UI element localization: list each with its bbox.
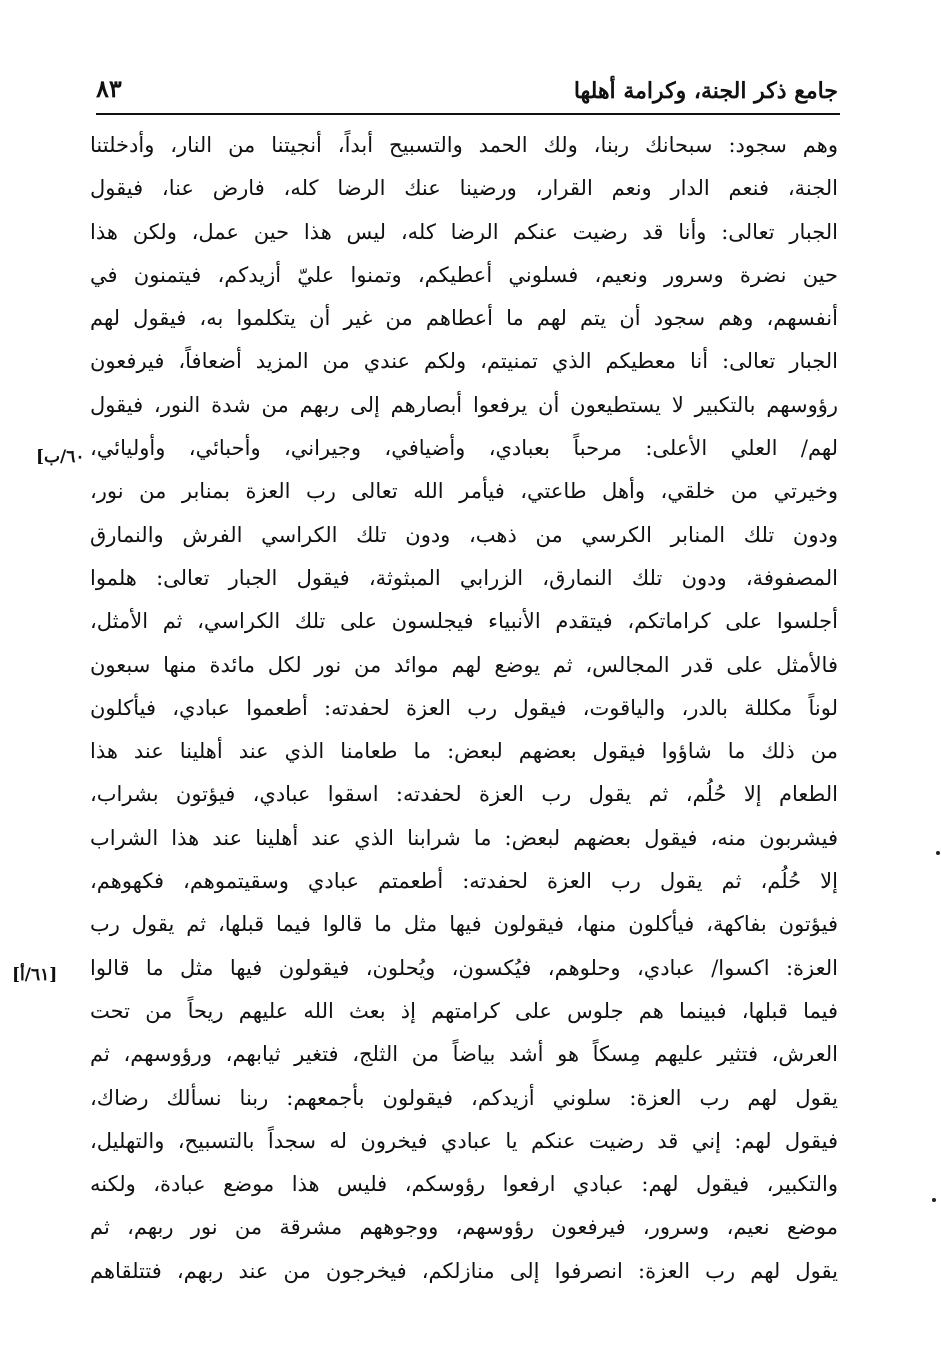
text-line: وخيرتي من خلقي، وأهل طاعتي، فيأمر الله تعالى رب العزة بمنابر من نور، <box>90 479 838 504</box>
text-line: والتكبير، فيقول لهم: عبادي ارفعوا رؤوسكم، فليس هذا موضع عبادة، ولكنه <box>90 1172 838 1197</box>
text-line: فيقول لهم: إني قد رضيت عنكم يا عبادي فيخرون له سجداً بالتسبيح، والتهليل، <box>90 1128 838 1153</box>
text-line: أنفسهم، وهم سجود أن يتم لهم ما أعطاهم من غير أن يتكلموا به، فيقول لهم <box>90 306 838 331</box>
margin-folio-note: [٦٠/ب <box>36 447 85 467</box>
text-line: يقول لهم رب العزة: انصرفوا إلى منازلكم، فيخرجون من عند ربهم، فتتلقاهم <box>90 1258 838 1283</box>
text-line: لوناً مكللة بالدر، والياقوت، فيقول رب العزة لحفدته: أطعموا عبادي، فيأكلون <box>90 695 838 720</box>
margin-mark <box>932 1198 936 1202</box>
text-line: المصفوفة، ودون تلك النمارق، الزرابي المبثوثة، فيقول الجبار تعالى: هلموا <box>90 565 838 590</box>
margin-folio-note: [٦١/أ] <box>12 965 58 985</box>
running-title: جامع ذكر الجنة، وكرامة أهلها <box>573 78 838 104</box>
text-line: رؤوسهم بالتكبير لا يستطيعون أن يرفعوا أبصارهم إلى ربهم من شدة النور، فيقول <box>90 392 838 417</box>
text-line: حين نضرة وسرور ونعيم، فسلوني أعطيكم، وتمنوا عليّ أزيدكم، فيتمنون في <box>90 262 838 287</box>
body-text <box>90 124 838 1293</box>
text-line: إلا حُلُم، ثم يقول رب العزة لحفدته: أطعمتم عبادي وسقيتموهم، فكهوهم، <box>90 869 838 894</box>
header-rule <box>96 113 840 115</box>
text-line: العرش، فتثير عليهم مِسكاً هو أشد بياضاً من الثلج، فتغير ثيابهم، ورؤوسهم، ثم <box>90 1042 838 1067</box>
margin-mark <box>936 851 940 855</box>
text-line: الجبار تعالى: وأنا قد رضيت عنكم الرضا كله، ليس هذا حين عمل، ولكن هذا <box>90 219 838 244</box>
text-line: ودون تلك المنابر الكرسي من ذهب، ودون تلك الكراسي الفرش والنمارق <box>90 522 838 547</box>
text-line: فيشربون منه، فيقول بعضهم لبعض: ما شرابنا الذي عند أهلينا عند هذا الشراب <box>90 825 838 850</box>
text-line: موضع نعيم، وسرور، فيرفعون رؤوسهم، ووجوههم مشرقة من نور ربهم، ثم <box>90 1215 838 1240</box>
text-line: فيؤتون بفاكهة، فيأكلون منها، فيقولون فيها مثل ما قالوا فيما قبلها، ثم يقول رب <box>90 912 838 937</box>
text-line: أجلسوا على كراماتكم، فيتقدم الأنبياء فيجلسون على تلك الكراسي، ثم الأمثل، <box>90 609 838 634</box>
page-number: ٨٣ <box>96 74 122 103</box>
text-line: الجنة، فنعم الدار ونعم القرار، ورضينا عنك الرضا كله، فارض عنا، فيقول <box>90 176 838 201</box>
text-line: يقول لهم رب العزة: سلوني أزيدكم، فيقولون بأجمعهم: ربنا نسألك رضاك، <box>90 1085 838 1110</box>
text-line: العزة: اكسوا/ عبادي، وحلوهم، فيُكسون، ويُحلون، فيقولون فيها مثل ما قالوا <box>90 955 838 980</box>
text-line: لهم/ العلي الأعلى: مرحباً بعبادي، وأضيافي، وجيراني، وأحبائي، وأوليائي، <box>90 436 838 461</box>
text-line: فيما قبلها، فبينما هم جلوس على كرامتهم إذ بعث الله عليهم ريحاً من تحت <box>90 998 838 1023</box>
text-line: الطعام إلا حُلُم، ثم يقول رب العزة لحفدته: اسقوا عبادي، فيؤتون بشراب، <box>90 782 838 807</box>
text-line: من ذلك ما شاؤوا فيقول بعضهم لبعض: ما طعامنا الذي عند أهلينا عند هذا <box>90 739 838 764</box>
text-line: الجبار تعالى: أنا معطيكم الذي تمنيتم، ولكم عندي من المزيد أضعافاً، فيرفعون <box>90 349 838 374</box>
text-line: فالأمثل على قدر المجالس، ثم يوضع لهم موائد من نور لكل مائدة منها سبعون <box>90 652 838 677</box>
page-header <box>96 72 838 112</box>
text-line: وهم سجود: سبحانك ربنا، ولك الحمد والتسبيح أبداً، أنجيتنا من النار، وأدخلتنا <box>90 133 838 157</box>
